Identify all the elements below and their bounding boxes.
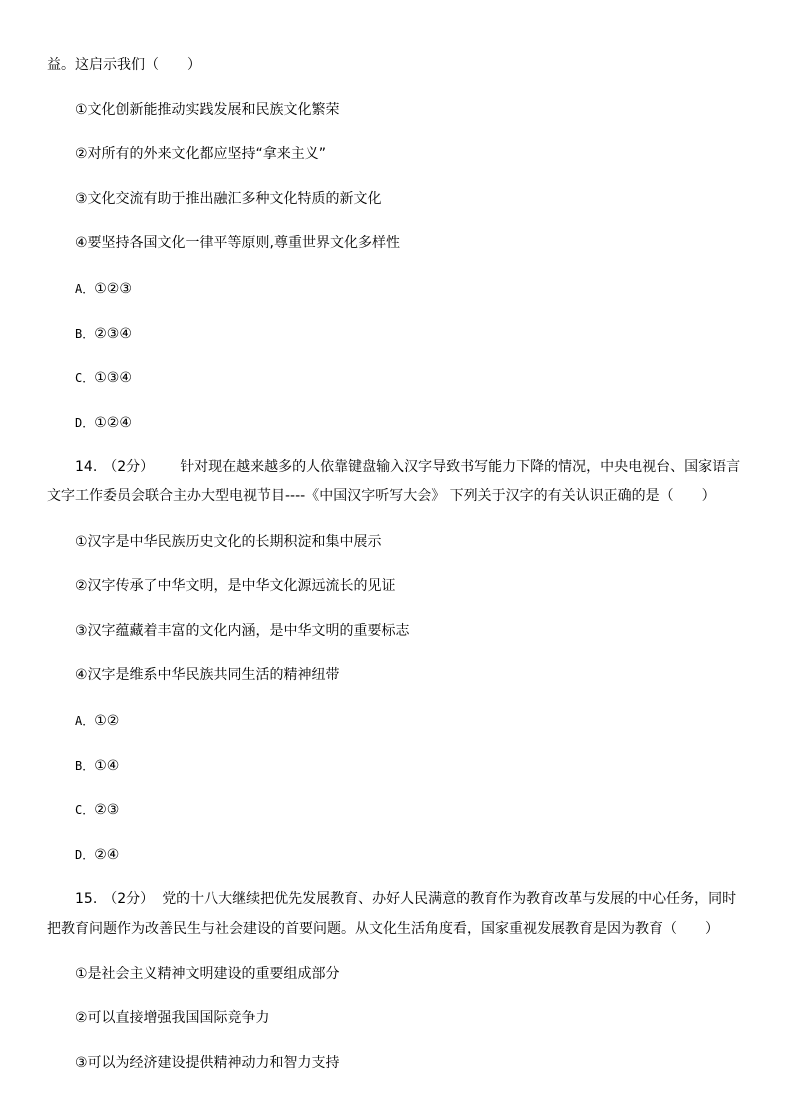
q13-statement-2: ②对所有的外来文化都应坚持“拿来主义”	[75, 146, 327, 162]
q14-score: （2分）	[103, 459, 155, 475]
q13-option-d[interactable]	[75, 414, 132, 432]
option-value: ②③	[94, 802, 120, 818]
q15-score: （2分）	[103, 891, 155, 907]
option-label: D．	[75, 416, 95, 430]
q13-option-c[interactable]	[75, 369, 132, 387]
q13-stem-tail: 益。这启示我们（ ）	[47, 57, 201, 73]
q13-statement-3: ③文化交流有助于推出融汇多种文化特质的新文化	[75, 191, 382, 207]
q14-statement-2: ②汉字传承了中华文明，是中华文化源远流长的见证	[75, 578, 396, 594]
q14-statement-3: ③汉字蕴藏着丰富的文化内涵，是中华文明的重要标志	[75, 623, 410, 639]
option-label: A．	[75, 714, 95, 728]
option-value: ①②③	[94, 281, 132, 297]
q13-option-a[interactable]	[75, 280, 132, 298]
q14-statement-4: ④汉字是维系中华民族共同生活的精神纽带	[75, 667, 340, 683]
q14-stem-line2: 文字工作委员会联合主办大型电视节目----《中国汉字听写大会》 下列关于汉字的有关认识正确的是（ ）	[47, 488, 716, 504]
q13-statement-1: ①文化创新能推动实践发展和民族文化繁荣	[75, 102, 340, 118]
q15-number: 15.	[75, 891, 98, 907]
option-label: D．	[75, 848, 95, 862]
option-value: ②③④	[94, 326, 132, 342]
option-value: ①④	[94, 758, 120, 774]
q15-stem-line2: 把教育问题作为改善民生与社会建设的首要问题。从文化生活角度看，国家重视发展教育是因为教育（ ）	[47, 921, 719, 937]
q13-option-b[interactable]	[75, 325, 132, 343]
q15-statement-3: ③可以为经济建设提供精神动力和智力支持	[75, 1055, 340, 1071]
q14-statement-1: ①汉字是中华民族历史文化的长期积淀和集中展示	[75, 534, 382, 550]
q15-statement-1: ①是社会主义精神文明建设的重要组成部分	[75, 966, 340, 982]
q14-option-c[interactable]	[75, 801, 119, 819]
q15-stem-text: 党的十八大继续把优先发展教育、办好人民满意的教育作为教育改革与发展的中心任务，同时	[162, 891, 737, 907]
q14-stem-text: 针对现在越来越多的人依靠键盘输入汉字导致书写能力下降的情况，中央电视台、国家语言	[180, 459, 741, 475]
option-value: ②④	[94, 847, 120, 863]
option-value: ①②④	[94, 415, 132, 431]
q14-option-a[interactable]	[75, 712, 119, 730]
q13-statement-4: ④要坚持各国文化一律平等原则,尊重世界文化多样性	[75, 235, 400, 251]
q14-stem-line1	[75, 458, 740, 476]
q14-option-b[interactable]	[75, 757, 119, 775]
q14-number: 14.	[75, 459, 98, 475]
q14-option-d[interactable]	[75, 846, 119, 864]
option-label: B．	[75, 327, 95, 341]
option-value: ①②	[94, 713, 120, 729]
option-label: B．	[75, 759, 95, 773]
option-value: ①③④	[94, 370, 132, 386]
option-label: A．	[75, 282, 95, 296]
q15-stem-line1	[75, 890, 736, 908]
q15-statement-2: ②可以直接增强我国国际竞争力	[75, 1010, 270, 1026]
option-label: C．	[75, 371, 95, 385]
option-label: C．	[75, 803, 95, 817]
